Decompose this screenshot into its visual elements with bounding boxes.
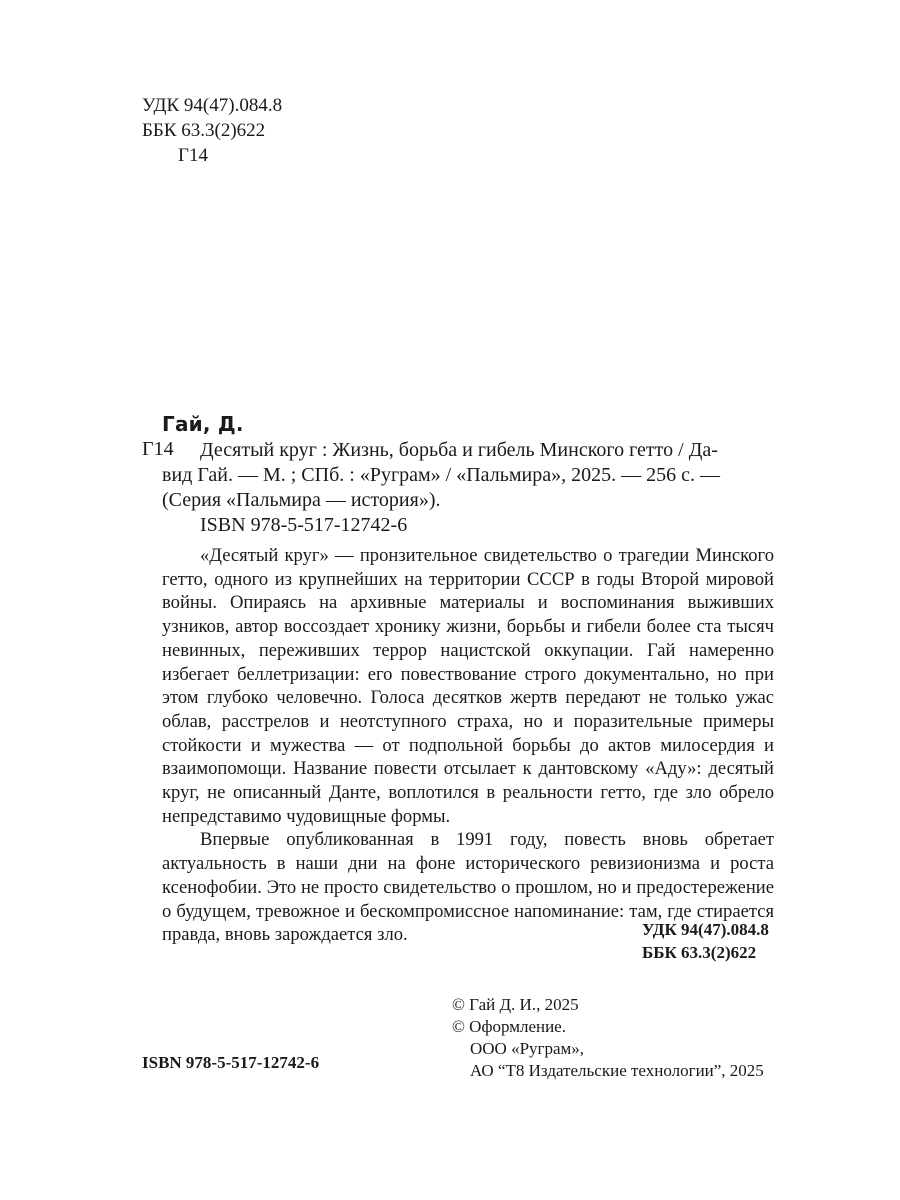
copyright-design: © Оформление.: [452, 1017, 566, 1036]
isbn-bottom: ISBN 978-5-517-12742-6: [142, 1053, 320, 1072]
biblio-line-3: (Серия «Пальмира — история»).: [162, 489, 441, 511]
copyright-publisher-2: АО “Т8 Издательские технологии”, 2025: [470, 1061, 764, 1080]
biblio-line-2: вид Гай. — М. ; СПб. : «Руграм» / «Пальмира», 2025. — 256 с. —: [162, 464, 720, 486]
udk-code-bottom: УДК 94(47).084.8: [642, 920, 769, 939]
bibliographic-description: [162, 438, 774, 513]
copyright-block: [452, 994, 764, 1082]
copyright-author: © Гай Д. И., 2025: [452, 995, 579, 1014]
catalog-author: Гай, Д.: [162, 412, 244, 436]
author-mark: Г14: [178, 145, 208, 166]
bbk-code: ББК 63.3(2)622: [142, 120, 266, 141]
classification-codes-top: [142, 93, 282, 168]
classification-codes-bottom: [642, 918, 769, 964]
biblio-line-1: Десятый круг : Жизнь, борьба и гибель Минского гетто / Да-: [200, 439, 718, 461]
catalog-author-mark: Г14: [142, 438, 174, 460]
copyright-publisher-1: ООО «Руграм»,: [470, 1039, 585, 1058]
catalog-isbn: ISBN 978-5-517-12742-6: [200, 514, 408, 536]
annotation: [162, 544, 774, 947]
annotation-paragraph: Впервые опубликованная в 1991 году, повесть вновь обретает актуальность в наши дни на фоне исторического ревизионизма и роста ксенофобии. Это не просто свидетельство о прошлом, но и предостережение о будущем, тревожное и бескомпромиссное напоминание: там, где стирается правда, вновь зарождается зло.: [162, 829, 774, 946]
udk-code: УДК 94(47).084.8: [142, 95, 283, 116]
annotation-paragraph: «Десятый круг» — пронзительное свидетельство о трагедии Минского гетто, одного из крупнейших на территории СССР в годы Второй мировой войны. Опираясь на архивные материалы и воспоминания выживших узников, автор воссоздает хронику жизни, борьбы и гибели более ста тысяч невинных, переживших террор нацистской оккупации. Гай намеренно избегает беллетризации: его повествование строго документально, но при этом глубоко человечно. Голоса десятков жертв передают не только ужас облав, расстрелов и неотступного страха, но и поразительные примеры стойкости и мужества — от подпольной борьбы до актов милосердия и взаимопомощи. Название повести отсылает к дантовскому «Аду»: десятый круг, не описанный Данте, воплотился в реальности гетто, где зло обрело непредставимо чудовищные формы.: [162, 545, 774, 827]
bbk-code-bottom: ББК 63.3(2)622: [642, 943, 757, 962]
